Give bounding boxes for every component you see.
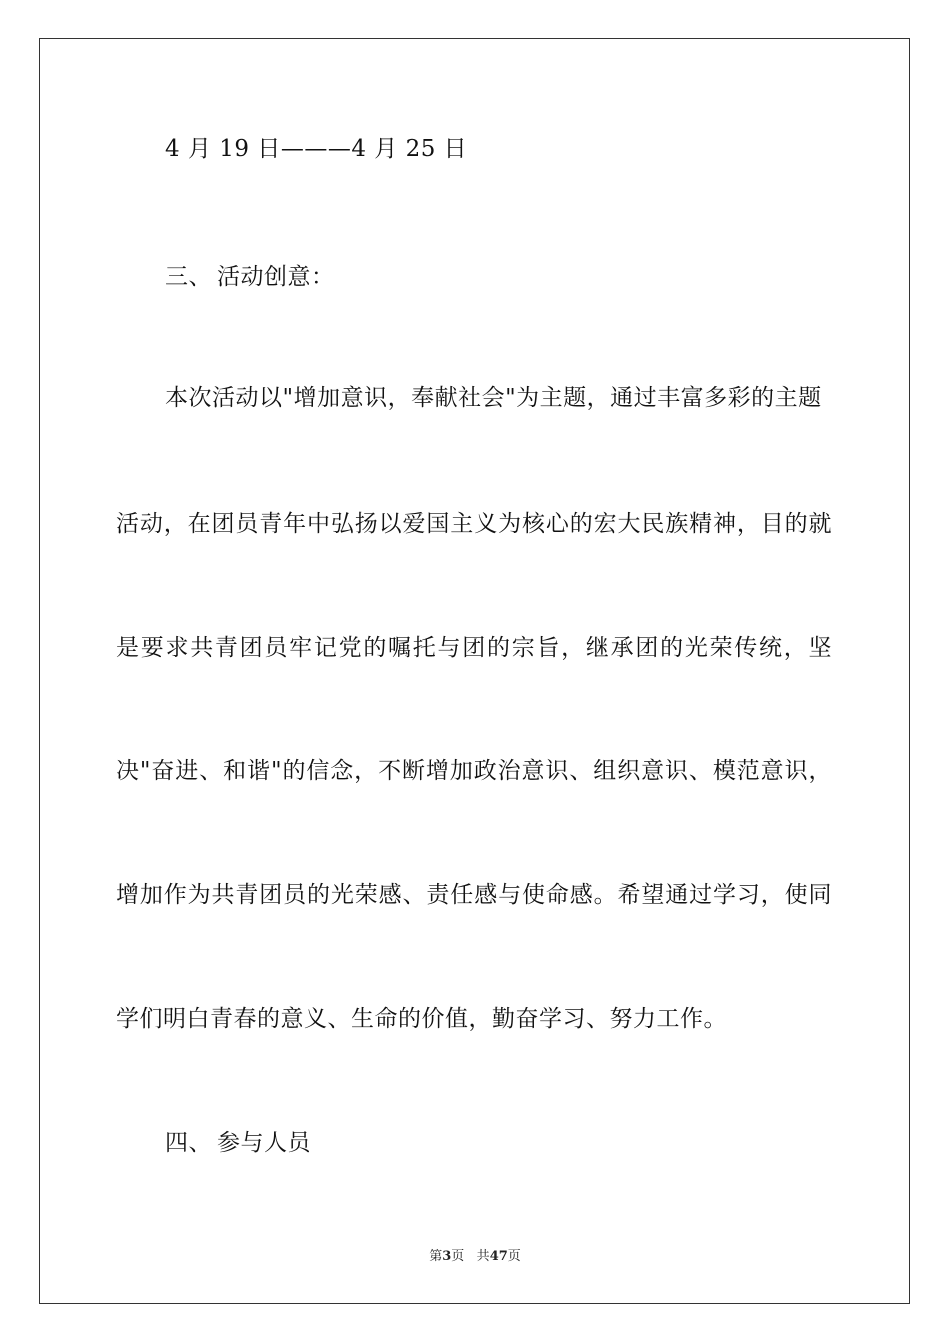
paragraph-line [116,509,832,539]
paragraph-text: 学们明白青春的意义、生命的价值，勤奋学习、努力工作。 [116,1006,727,1032]
paragraph-text: 是要求共青团员牢记党的嘱托与团的宗旨，继承团的光荣传统，坚 [116,635,832,661]
current-page-number: 3 [442,1249,452,1264]
paragraph-line [116,880,832,910]
section-heading-3 [165,262,335,292]
page-border [39,38,910,1304]
paragraph-text: 决"奋进、和谐"的信念，不断增加政治意识、组织意识、模范意识， [116,758,832,784]
section-number: 三、 [165,264,212,290]
footer-total-prefix: 共 [476,1249,490,1264]
paragraph-line [116,633,832,663]
section-title: 参与人员 [217,1130,311,1156]
footer-prefix: 第 [429,1249,443,1264]
page-footer [0,1248,950,1266]
paragraph-line [165,383,822,413]
section-number: 四、 [165,1130,212,1156]
footer-page-word: 页 [451,1249,465,1264]
footer-total-suffix: 页 [507,1249,521,1264]
paragraph-text: 本次活动以"增加意识，奉献社会"为主题，通过丰富多彩的主题 [165,385,822,411]
section-title: 活动创意： [217,264,335,290]
paragraph-text: 增加作为共青团员的光荣感、责任感与使命感。希望通过学习，使同 [116,882,832,908]
paragraph-text: 活动，在团员青年中弘扬以爱国主义为核心的宏大民族精神，目的就 [116,511,832,537]
date-range: 4 月 19 日———4 月 25 日 [165,136,468,162]
section-heading-4 [165,1128,311,1158]
paragraph-line [116,756,832,786]
total-pages-number: 47 [489,1249,508,1264]
paragraph-line [116,1004,727,1034]
